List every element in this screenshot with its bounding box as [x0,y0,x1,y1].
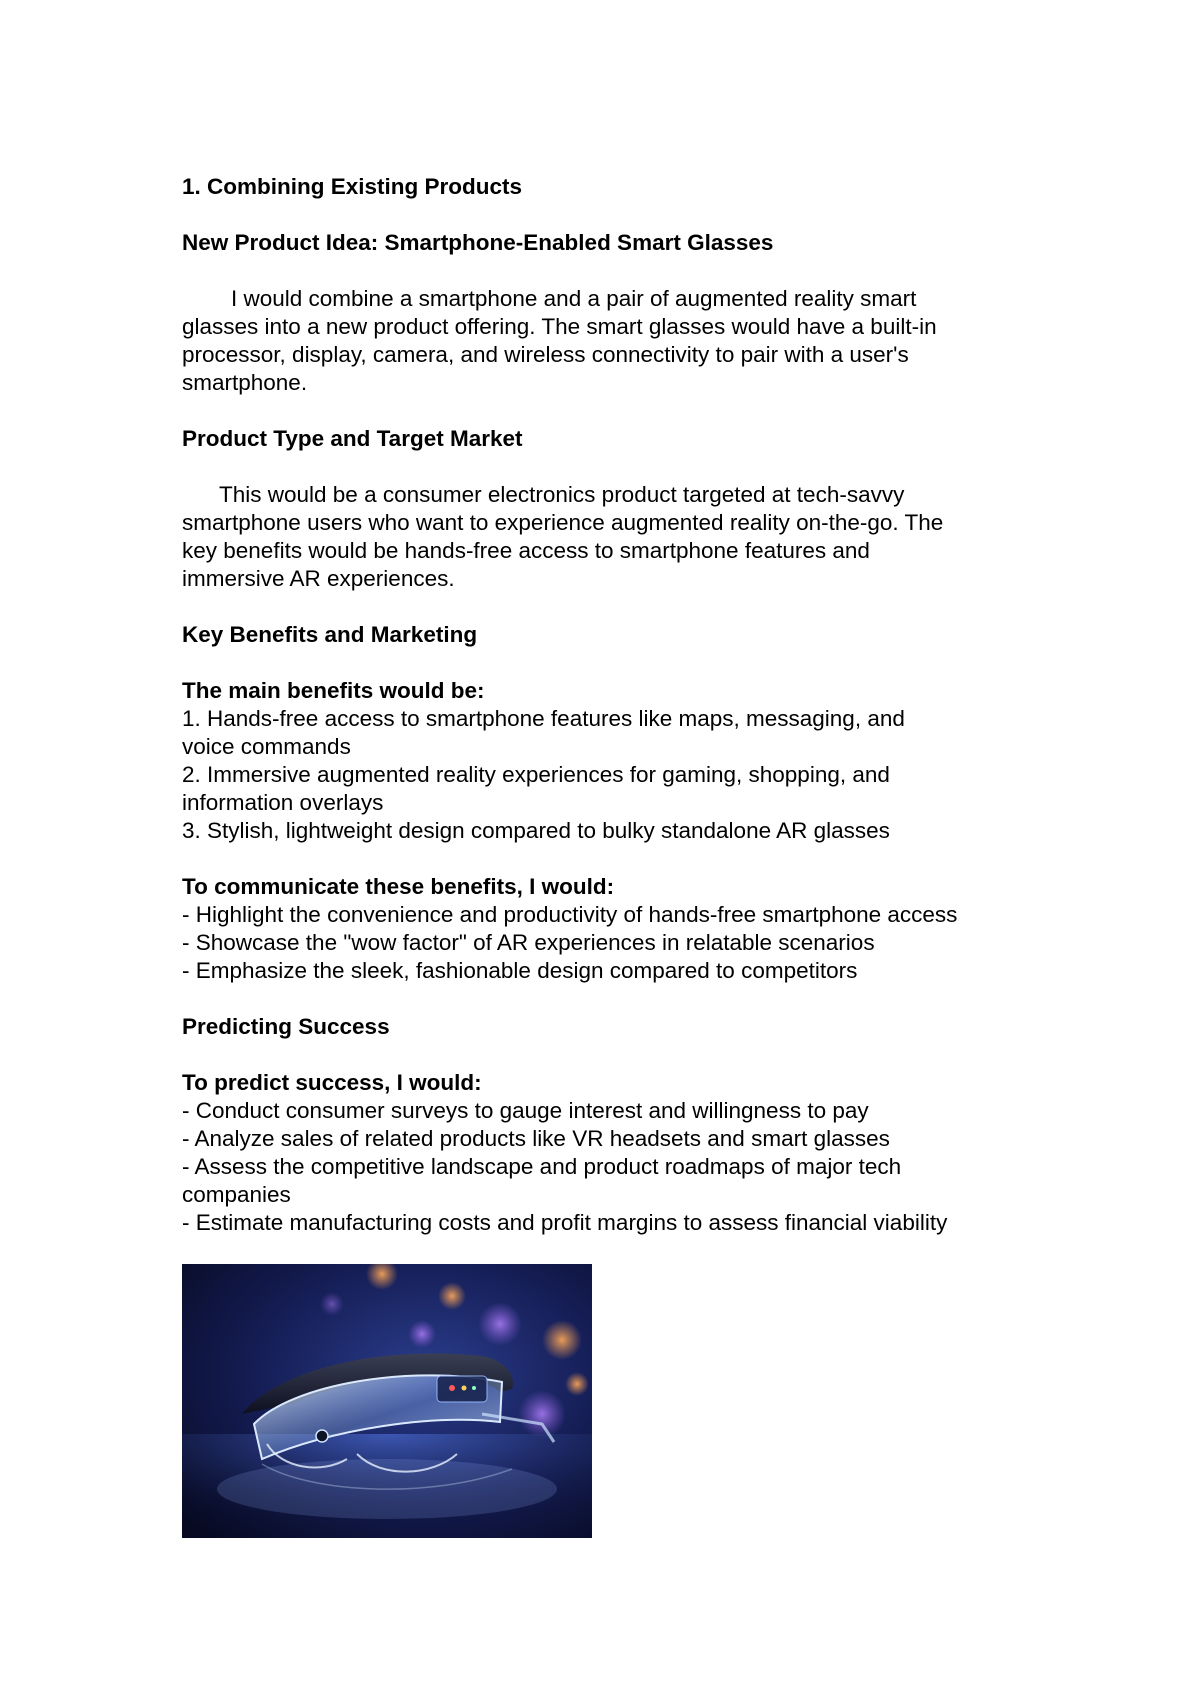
success-heading: Predicting Success [182,1014,390,1039]
communicate-list-item: - Emphasize the sleek, fashionable design compared to competitors [182,958,858,983]
success-list-item: - Analyze sales of related products like VR headsets and smart glasses [182,1126,890,1151]
benefits-list-item: 1. Hands-free access to smartphone features like maps, messaging, and [182,706,905,731]
communicate-list-item: - Showcase the "wow factor" of AR experiences in relatable scenarios [182,930,875,955]
document-body [182,173,1082,1237]
section-title: 1. Combining Existing Products [182,174,523,199]
benefits-list-item: information overlays [182,790,384,815]
success-list-item: - Conduct consumer surveys to gauge interest and willingness to pay [182,1098,869,1123]
type-paragraph-line: smartphone users who want to experience augmented reality on-the-go. The [182,510,944,535]
idea-heading: New Product Idea: Smartphone-Enabled Smart Glasses [182,230,774,255]
benefits-heading: Key Benefits and Marketing [182,622,478,647]
smart-glasses-photo [182,1264,592,1538]
success-list-item: companies [182,1182,291,1207]
smart-glasses-illustration [182,1264,592,1538]
communicate-intro: To communicate these benefits, I would: [182,874,615,899]
success-list-item: - Estimate manufacturing costs and profit margins to assess financial viability [182,1210,948,1235]
benefits-list-item: voice commands [182,734,351,759]
type-paragraph-line: immersive AR experiences. [182,566,455,591]
idea-paragraph-line: glasses into a new product offering. The smart glasses would have a built-in [182,314,937,339]
success-intro: To predict success, I would: [182,1070,482,1095]
idea-paragraph-line: I would combine a smartphone and a pair of augmented reality smart [231,286,917,311]
benefits-list-item: 3. Stylish, lightweight design compared to bulky standalone AR glasses [182,818,890,843]
type-paragraph-line: This would be a consumer electronics product targeted at tech-savvy [219,482,905,507]
benefits-intro: The main benefits would be: [182,678,485,703]
communicate-list-item: - Highlight the convenience and productivity of hands-free smartphone access [182,902,958,927]
idea-paragraph-line: smartphone. [182,370,308,395]
idea-paragraph-line: processor, display, camera, and wireless connectivity to pair with a user's [182,342,909,367]
success-list-item: - Assess the competitive landscape and product roadmaps of major tech [182,1154,902,1179]
type-paragraph-line: key benefits would be hands-free access to smartphone features and [182,538,870,563]
benefits-list-item: 2. Immersive augmented reality experiences for gaming, shopping, and [182,762,890,787]
type-heading: Product Type and Target Market [182,426,523,451]
